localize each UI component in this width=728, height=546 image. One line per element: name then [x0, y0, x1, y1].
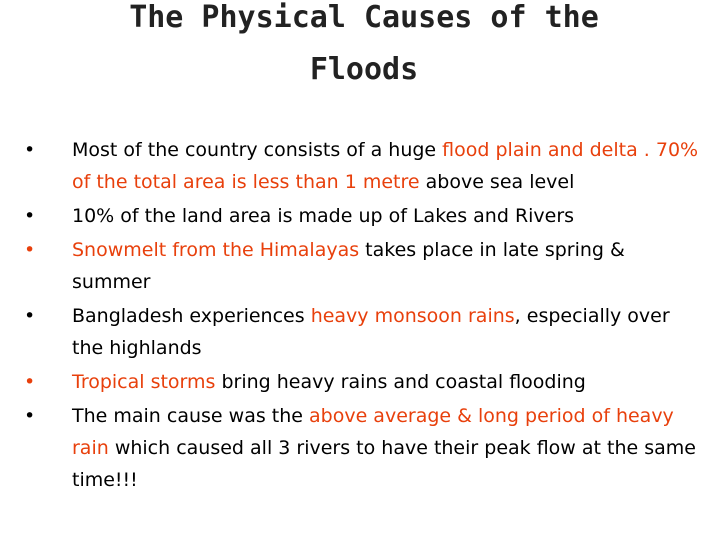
bullet-marker: • [24, 405, 36, 427]
bullet-marker: • [24, 239, 36, 261]
bullet-6-part-2: above average & long period of heavy rain [72, 405, 674, 459]
bullet-item-1 [22, 134, 702, 198]
slide-title-line-2: Floods [309, 52, 419, 87]
bullet-item-5 [22, 366, 702, 398]
bullet-5-part-2: bring heavy rains and coastal flooding [215, 371, 586, 393]
bullet-1-part-2: flood plain and delta . 70% of the total area is less than 1 metre [72, 139, 699, 193]
bullet-6-part-1: The main cause was the [72, 405, 309, 427]
bullet-item-3 [22, 234, 702, 298]
bullet-marker: • [24, 139, 36, 161]
slide-title-line-1: The Physical Causes of the [129, 0, 599, 35]
slide-title [40, 0, 688, 96]
bullet-marker: • [24, 371, 36, 393]
bullet-4-part-1: Bangladesh experiences [72, 305, 311, 327]
bullet-3-part-1: Snowmelt from the Himalayas [72, 239, 360, 261]
bullet-marker: • [24, 205, 36, 227]
bullet-6-part-3: which caused all 3 rivers to have their peak flow at the same time!!! [72, 437, 696, 491]
bullet-2-part-1: 10% of the land area is made up of Lakes and Rivers [72, 205, 575, 227]
bullet-item-4 [22, 300, 702, 364]
bullet-5-part-1: Tropical storms [72, 371, 216, 393]
bullet-1-part-3: above sea level [419, 171, 575, 193]
bullet-item-2 [22, 200, 702, 232]
bullet-4-part-2: heavy monsoon rains [310, 305, 515, 327]
bullet-marker: • [24, 305, 36, 327]
bullet-3-part-2: takes place in late spring & summer [72, 239, 625, 293]
bullet-4-part-3: , especially over the highlands [72, 305, 670, 359]
bullet-item-6 [22, 400, 702, 496]
bullet-1-part-1: Most of the country consists of a huge [72, 139, 443, 161]
bullet-list [22, 134, 702, 498]
